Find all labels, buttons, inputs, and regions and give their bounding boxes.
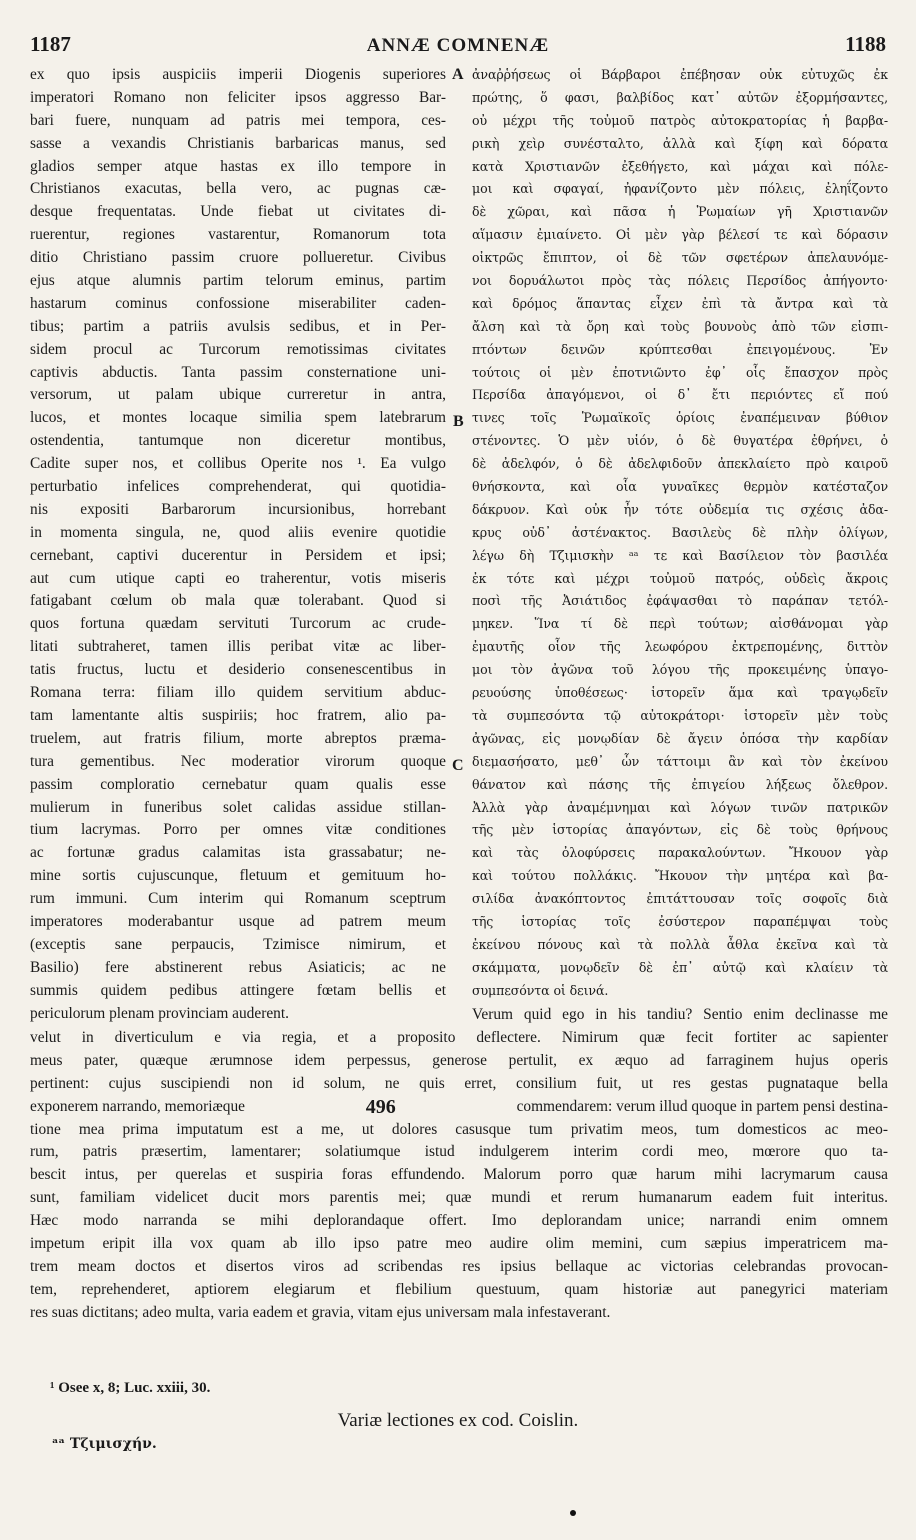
text-line: ruerentur, regiones vastarentur, Romanorum tota (30, 226, 446, 244)
text-line: ἀναῤῥήσεως οἱ Βάρβαροι ἐπέβησαν οὐκ εὐτυχῶς ἐκ (472, 67, 888, 82)
text-line: δὲ ἀδελφόν, ὁ δὲ ἀδελφιδοῦν ἀπεκλαίετο πρὸ καιροῦ (472, 456, 888, 472)
text-line: sasse a vexandis Christianis barbaricas manus, sed (30, 134, 446, 152)
text-line: λέγω δὴ Τζιμισκὴν ᵃᵃ τε καὶ Βασίλειον τὸν βασιλέα (472, 547, 888, 563)
text-line: δὲ χῶραι, καὶ πᾶσα ἡ Ῥωμαίων γῆ Χριστιανῶν (472, 204, 888, 220)
text-line: οὐ μέχρι τῆς τοὐμοῦ πατρὸς αὐτοκρατορίας ἡ βαρβα- (472, 112, 888, 128)
text-line: ἐμαυτῆς οἷον τῆς λεωφόρου ἐκτρεπομένης, διττὸν (472, 639, 888, 655)
text-line: periculorum plenam provinciam auderent. (30, 1004, 289, 1022)
text-line: summis quidem pedibus attingere fœtam bellis et (30, 981, 446, 999)
text-line: καὶ δρόμος ἅπαντας εἶχεν ἐπὶ τὰ ἄντρα καὶ τὰ (472, 295, 888, 311)
margin-marker-b: B (453, 413, 464, 430)
running-title: ANNÆ COMNENÆ (366, 35, 550, 56)
footnote-greek: ᵃᵃ Τζιμισχήν. (52, 1436, 157, 1452)
text-line: ditio Christiano passim cruore pollueretur. Civibus (30, 249, 446, 267)
text-line: mulierum in funeribus solet calidas assidue stillan- (30, 798, 446, 816)
text-line: quos fortuna quædam servituti Turcorum ac crude- (30, 615, 446, 633)
text-line: trem meam doctos et disertos viros ad scribendas res ipsius bellaque ac victorias celebrandas provocan- (30, 1257, 888, 1275)
text-line: ostendentia, tantumque non diceretur montibus, (30, 432, 446, 450)
latin-column (30, 64, 446, 1025)
ink-spot (570, 1510, 576, 1516)
text-line: velut in diverticulum e via regia, et a proposito deflectere. Nimirum quæ fecit fortiter ac sapienter (30, 1029, 888, 1046)
text-line: οἰκτρῶς ἔπιπτον, οἱ δὲ τῶν σφετέρων ἀπελαυνόμε- (472, 250, 888, 266)
text-line: passim comploratio cernebatur quam qualis esse (30, 775, 446, 793)
text-line: ex quo ipsis auspiciis imperii Diogenis superiores (30, 66, 446, 83)
continuation-line: Verum quid ego in his tandiu? Sentio enim declinasse me (472, 1006, 888, 1024)
text-line: rum immuni. Cum interim qui Romanum sceptrum (30, 890, 446, 908)
text-line: ἐκείνου πόνους καὶ τὰ πολλὰ ἆθλα ἐκεῖνα καὶ τὰ (472, 936, 888, 952)
text-line: συμπεσόντα οἱ δεινά. (472, 982, 609, 998)
margin-marker-a: A (452, 66, 464, 83)
text-line: tione mea prima imputatum est a me, ut dolores casusque tum privatim meos, tum domesticos ac meo- (30, 1120, 888, 1138)
page-header (30, 32, 886, 62)
text-line: rum, patris præsertim, lamentarer; solatiumque istud indulgerem interim cordi meo, mœrore quo ta- (30, 1143, 888, 1161)
text-line: Basilio) fere abstinerent rebus Asiaticis; ac ne (30, 958, 446, 976)
text-line: μηκεν. Ἵνα τί δὲ περὶ τούτων; αἰσθάνομαι γὰρ (472, 616, 888, 632)
text-line: τὰ συμπεσόντα τῷ αὐτοκράτορι· ἱστορεῖν μὲν τοὺς (472, 707, 888, 723)
text-line: fatigabant cœlum ob mala quæ tolerabant. Quod si (30, 592, 446, 610)
text-line: Περσίδα ἀπαγόμενοι, οἱ δ᾽ ἔτι περιόντες εἴ πού (472, 387, 888, 403)
text-line: res suas dictitans; adeo multa, varia eadem et gravia, vitam ejus universam mala infestaverant. (30, 1303, 611, 1321)
text-line: sunt, familiam videlicet ducit mors parentis mei; quæ mundi et rerum humanarum eadem fuit interitus. (30, 1189, 888, 1207)
text-line: πτόντων δεινῶν κρύπτεσθαι ἐπειγομένους. Ἐν (472, 341, 888, 357)
text-line: truelem, aut fratris filium, morte abreptos præma- (30, 729, 446, 747)
text-line: captivis abductis. Tanta passim consternatione uni- (30, 363, 446, 381)
variae-lectiones-heading: Variæ lectiones ex cod. Coislin. (337, 1410, 579, 1431)
text-line: κατὰ Χριστιανῶν ἐξεθήγετο, καὶ μάχαι καὶ πόλε- (472, 158, 888, 174)
text-line: (exceptis sane perpaucis, Tzimisce nimirum, et (30, 935, 446, 953)
text-line: bescit intus, per querelas et suspiria foras effundendo. Malorum porro quæ harum mihi lacrymarum causa (30, 1166, 888, 1184)
text-line: σκάμματα, μονῳδεῖν δὲ ἐπ᾽ αὐτῷ καὶ κλαίειν τὰ (472, 959, 888, 975)
text-line: δάκρυον. Καὶ οὐκ ἦν τότε οὐδεμία τις σχέσις ἀδα- (472, 501, 888, 517)
text-line: tam lamentante altis suspiriis; hoc fratrem, alio pa- (30, 706, 446, 724)
text-line: in momenta singula, ne, quod aliis evenire quotidie (30, 523, 446, 541)
footnote-latin: ¹ Osee x, 8; Luc. xxiii, 30. (50, 1380, 211, 1396)
text-line: meus pater, quæque ærumnose idem perpessus, generose pertulit, ex æquo ad farraginem hujus operis (30, 1051, 888, 1069)
text-line: litati subtraheret, tamen illis peribat vitæ ac liber- (30, 638, 446, 656)
text-line: imperatori Romano non feliciter ipsos aggresso Bar- (30, 88, 446, 106)
page-number-right: 1188 (845, 32, 886, 56)
text-line: μοι καὶ σφαγαί, ἠφανίζοντο μὲν πόλεις, ἐληΐζοντο (472, 181, 888, 197)
text-line: καὶ τὰς ὀλοφύρσεις παρακαλούντων. Ἤκουον γὰρ (472, 845, 888, 861)
text-line: desque frequentatas. Unde fiebat ut civitates di- (30, 203, 446, 221)
text-line: ejus atque alumnis partim telorum eminus, partim (30, 272, 446, 290)
text-line: Ἀλλὰ γὰρ ἀναμέμνημαι καὶ λόγων τινῶν πατρικῶν (472, 799, 888, 815)
text-line: θάνατον καὶ πάσης τῆς ἐπιγείου λήξεως ὄλεθρον. (472, 776, 888, 792)
text-line: sidem procul ac Turcorum remotissimas civitates (30, 340, 446, 358)
text-line: tium lacrymas. Porro per omnes vitæ conditiones (30, 821, 446, 839)
text-line: versorum, ut palam ubique curreretur in antra, (30, 386, 446, 404)
text-fragment: exponerem narrando, memoriæque (30, 1097, 245, 1115)
text-line: ἀγῶνας, εἰς μονῳδίαν δὲ ἄγειν ὁπόσα τὴν καρδίαν (472, 730, 888, 746)
text-line: lucos, et montes locaque similia spem latebrarum (30, 409, 446, 427)
text-line: τινες τοῖς Ῥωμαϊκοῖς ὁρίοις ἐναπέμειναν βύθιον (472, 410, 888, 426)
text-line: tura gementibus. Nec moderatior virorum quoque (30, 752, 446, 770)
text-line: Christianos exacutas, bella vero, ac pugnas cæ- (30, 180, 446, 198)
text-line: μοι τὸν ἀγῶνα τοῦ λόγου τῆς προκειμένης ὑπαγο- (472, 662, 888, 678)
text-line: νοι δορυάλωτοι πρὸς τὰς πόλεις Περσίδος ἀπήγοντο· (472, 273, 888, 289)
text-line: perturbatio infelices comprehenderat, qui quotidia- (30, 478, 446, 496)
mid-page-number: 496 (365, 1095, 396, 1118)
text-line: gladios semper atque hastas ex illo tempore in (30, 157, 446, 175)
text-line: τούτοις οἱ μὲν ἐποτνιῶντο ἐφ᾽ οἷς ἔπασχον πρὸς (472, 364, 888, 380)
text-line: διεμασήσατο, μεθ᾽ ὧν τάττοιμι ἂν καὶ τὸν ἐκείνου (472, 753, 888, 769)
greek-column (472, 64, 888, 1003)
text-line: imperatores moderabantur usque ad patrem meum (30, 912, 446, 930)
text-line: tatis fructus, luctu et desiderio consenescentibus in (30, 661, 446, 679)
text-line: θνήσκοντα, καὶ οἷα γυναῖκες θερμὸν κατέσταζον (472, 479, 888, 495)
text-line: cernebant, captivi ducerentur in Persidem et ipsi; (30, 546, 446, 564)
text-line: aut cum utique capti eo traherentur, votis miseris (30, 569, 446, 587)
text-line: ἄλση καὶ τὰ ὄρη καὶ τοὺς βουνοὺς ἀπὸ τῶν εἰσπι- (472, 318, 888, 334)
text-line: Romana terra: filiam illo quidem servitium abduc- (30, 684, 446, 702)
page-number-left: 1187 (30, 32, 71, 56)
text-line: nis expositi Barbarorum incursionibus, horrebant (30, 500, 446, 518)
text-line: σιλίδα ἀνακόπτοντος ἐπιτάττουσαν τοῖς σοφοῖς διὰ (472, 891, 888, 907)
text-line: ac fortunæ gradus calamitas ista grassabatur; ne- (30, 844, 446, 862)
text-line: Hæc modo narranda se mihi deplorandaque offert. Imo deplorandam unice; narrandi enim omnem (30, 1212, 888, 1230)
text-fragment: commendarem: verum illud quoque in partem pensi destina- (516, 1097, 888, 1115)
text-line: tibus; partim a patriis avulsis sedibus, et in Per- (30, 317, 446, 335)
text-line: impetum eripit illa vox quam ab illo ipso patre meo audire olim memini, cum sæpius imperatricem ma- (30, 1235, 888, 1253)
text-line: tem, reprehenderet, aptiorem elegiarum et flebilium questuum, quam historiæ aut panegyrici materiam (30, 1280, 888, 1298)
text-line: τῆς μὲν ἱστορίας ἀπαγόντων, εἰς δὲ τοὺς θρήνους (472, 822, 888, 838)
text-line: pertinent: cujus suscipiendi non id solum, ne quis erret, consilium fuit, ut res gestas pugnataque bella (30, 1074, 888, 1092)
text-line: hastarum cominus confossione miserabiliter caden- (30, 294, 446, 312)
text-line-with-number (30, 1096, 888, 1119)
text-line: αἵμασιν ἐμιαίνετο. Οἱ μὲν γὰρ βέλεσί τε καὶ δόρασιν (472, 227, 888, 243)
text-line: ποσὶ τῆς Ἀσιάτιδος ἐφάψασθαι τὸ παράπαν τετόλ- (472, 593, 888, 609)
text-line: ἐκ τότε καὶ μέχρι τοὐμοῦ πατρός, οὐδεὶς ἄκροις (472, 570, 888, 586)
text-line: Cadite super nos, et collibus Operite nos ¹. Ea vulgo (30, 455, 446, 473)
text-line: στένοντες. Ὁ μὲν υἱόν, ὁ δὲ θυγατέρα ἐθρήνει, ὁ (472, 433, 888, 449)
text-line: τῆς ἱστορίας τοῖς ἐσύστερον παραπέμψαι τοὺς (472, 913, 888, 929)
text-line: πρώτης, ὅ φασι, βαλβίδος κατ᾽ αὐτῶν ἐξορμήσαντες, (472, 89, 888, 105)
text-line: ρικὴ χεὶρ συνέσταλτο, ἀλλὰ καὶ ξίφη καὶ δόρατα (472, 135, 888, 151)
text-line: κρυς οὐδ᾽ ἀστένακτος. Βασιλεὺς δὲ πλὴν ὀλίγων, (472, 524, 888, 540)
text-line: ρευούσης ὑποθέσεως· ἱστορεῖν ἅμα καὶ τραγῳδεῖν (472, 685, 888, 701)
text-line: καὶ τούτου πολλάκις. Ἤκουον τὴν μητέρα καὶ βα- (472, 868, 888, 884)
text-line: bari fuere, nunquam ad patris mei tempora, ces- (30, 111, 446, 129)
margin-marker-c: C (452, 757, 464, 774)
text-line: mine sortis cujuscunque, fletuum et gemituum ho- (30, 867, 446, 885)
